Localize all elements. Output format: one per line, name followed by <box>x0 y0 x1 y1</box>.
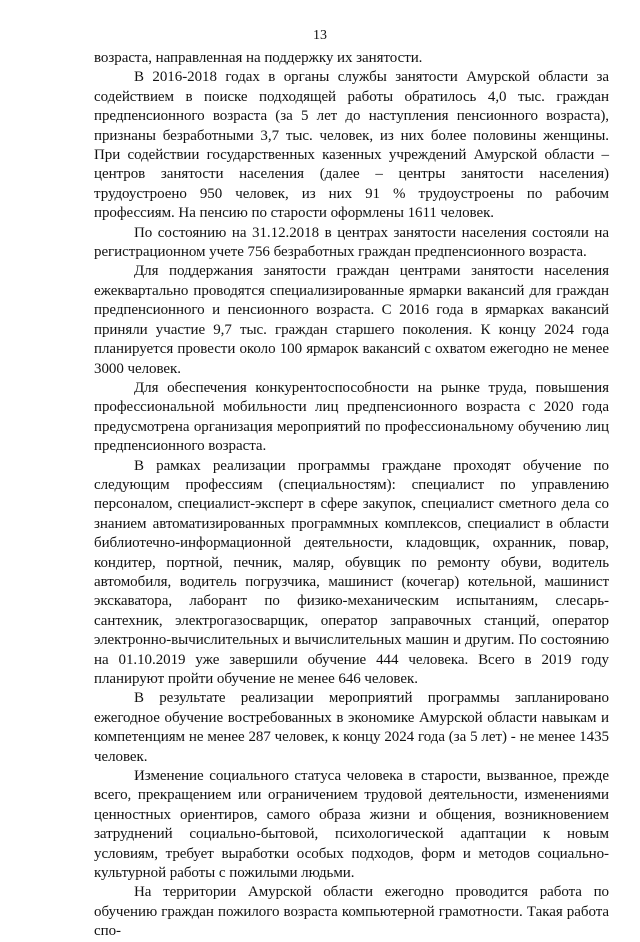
paragraph-statistics-2016-2018: В 2016-2018 годах в органы службы занятости Амурской области за содействием в поиске подходящей работы обратилось 4,0 тыс. граждан предпенсионного возраста (за 5 лет до наступления пенсионного возраста), признаны безработными 3,7 тыс. человек, из них более половины женщины. При содействии государственных казенных учреждений Амурской области – центров занятости населения (далее – центры занятости населения) трудоустроено 950 человек, из них 91 % трудоустроены по рабочим профессиям. На пенсию по старости оформлены 1611 человек. <box>94 69 609 222</box>
paragraph-computer-literacy: На территории Амурской области ежегодно проводится работа по обучению граждан пожилого возраста компьютерной грамотности. Такая работа спо- <box>94 884 609 940</box>
paragraph-registered-unemployed: По состоянию на 31.12.2018 в центрах занятости населения состояли на регистрационном учете 756 безработных граждан предпенсионного возраста. <box>94 224 609 261</box>
paragraph-competitiveness: Для обеспечения конкурентоспособности на рынке труда, повышения профессиональной мобильности лиц предпенсионного возраста с 2020 года предусмотрена организация мероприятий по профессиональному обучению лиц предпенсионного возраста. <box>94 379 609 455</box>
paragraph-training-results: В результате реализации мероприятий программы запланировано ежегодное обучение востребованных в экономике Амурской области навыкам и компетенциям не менее 287 человек, к концу 2024 года (за 5 лет) - не менее 1435 человек. <box>94 690 609 765</box>
paragraph-social-status: Изменение социального статуса человека в старости, вызванное, прежде всего, прекращением или ограничением трудовой деятельности, изменениями ценностных ориентиров, самого образа жизни и общения, возникновением затруднений социально-бытовой, психологической адаптации к новым условиям, требует выработки особых подходов, форм и методов социально-культурной работы с пожилыми людьми. <box>94 768 609 882</box>
page-number: 13 <box>313 28 327 43</box>
paragraph-continuation: возраста, направленная на поддержку их занятости. <box>94 50 423 66</box>
paragraph-job-fairs: Для поддержания занятости граждан центрами занятости населения ежеквартально проводятся специализированные ярмарки вакансий для граждан предпенсионного и пенсионного возраста. С 2016 года в ярмарках вакансий приняли участие 9,7 тыс. граждан старшего поколения. К концу 2024 года планируется провести около 100 ярмарок вакансий с охватом ежегодно не менее 3000 человек. <box>94 263 609 377</box>
document-body <box>94 49 609 942</box>
paragraph-professions: В рамках реализации программы граждане проходят обучение по следующим профессиям (специальностям): специалист по управлению персоналом, специалист-эксперт в сфере закупок, специалист сметного дела со знанием автоматизированных программных комплексов, специалист в области библиотечно-информационной деятельности, кладовщик, охранник, повар, кондитер, портной, печник, маляр, обувщик по ремонту обуви, водитель автомобиля, водитель погрузчика, машинист (кочегар) котельной, машинист экскаватора, лаборант по физико-механическим испытаниям, слесарь-сантехник, электрогазосварщик, оператор заправочных станций, оператор электронно-вычислительных и вычислительных машин и другим. По состоянию на 01.10.2019 уже завершили обучение 444 человека. Всего в 2019 году планируют пройти обучение не менее 646 человек. <box>94 457 609 687</box>
